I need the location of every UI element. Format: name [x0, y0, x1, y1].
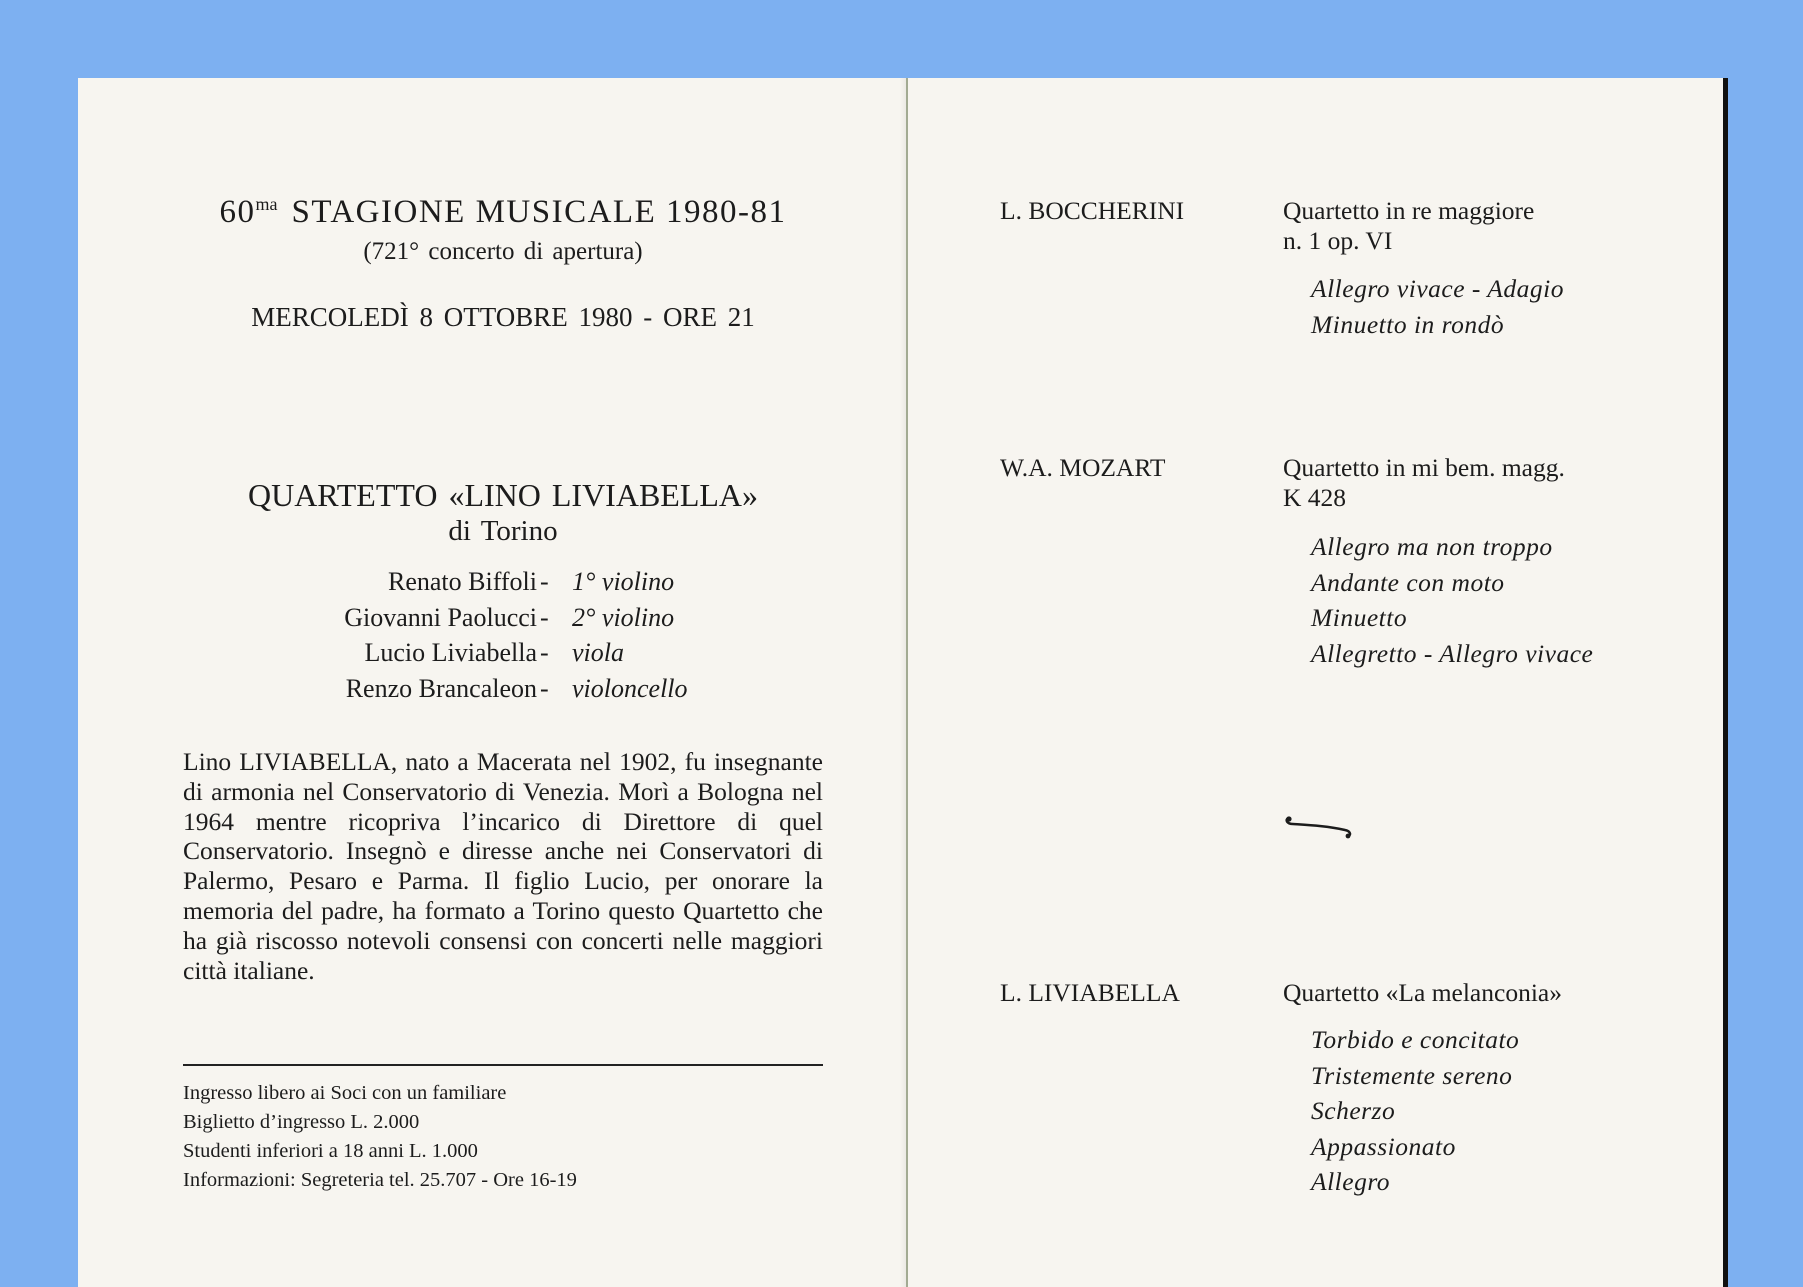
movement: Minuetto — [1311, 603, 1408, 632]
composer-name: L. BOCCHERINI — [1000, 196, 1185, 225]
movements-list — [1311, 1022, 1519, 1200]
member-separator: - — [540, 674, 549, 703]
concert-subtitle: (721° concerto di apertura) — [363, 238, 643, 265]
work-title-line: Quartetto «La melanconia» — [1283, 978, 1562, 1007]
season-title — [183, 194, 823, 231]
movement: Tristemente sereno — [1311, 1060, 1513, 1090]
member-separator: - — [540, 567, 549, 596]
composer-name: W.A. MOZART — [1000, 453, 1166, 482]
member-name: Giovanni Paolucci — [344, 603, 537, 632]
ensemble-city: di Torino — [448, 515, 558, 547]
work-title-line: Quartetto in re maggiore — [1283, 196, 1535, 225]
member-name: Renzo Brancaleon — [345, 674, 537, 703]
member-name: Renato Biffoli — [387, 567, 537, 596]
divider-rule — [183, 1064, 823, 1066]
work-title-line: n. 1 op. VI — [1283, 226, 1393, 255]
info-line: Informazioni: Segreteria tel. 25.707 - Ore 16-19 — [183, 1169, 577, 1191]
work-title-line: Quartetto in mi bem. magg. — [1283, 453, 1565, 482]
movement: Scherzo — [1311, 1096, 1396, 1125]
member-role: 1° violino — [572, 567, 675, 596]
member-separator: - — [540, 638, 549, 667]
movement: Allegro ma non troppo — [1311, 532, 1553, 561]
info-line: Studenti inferiori a 18 anni L. 1.000 — [183, 1140, 478, 1162]
work-title-line: K 428 — [1283, 483, 1347, 512]
season-title-text: STAGIONE MUSICALE 1980-81 — [291, 194, 787, 230]
biography-paragraph: Lino LIVIABELLA, nato a Macerata nel 1902, fu insegnante di armonia nel Conservatorio di Venezia. Morì a Bologna nel 1964 mentre ricopriva l’incarico di Direttore di quel Conservatorio. Insegnò e diresse anche nei Conservatori di Palermo, Pesaro e Parma. Il figlio Lucio, per onorare la memoria del padre, ha formato a Torino questo Quartetto che ha già riscosso notevoli consensi con concerti nelle maggiori città italiane. — [183, 747, 823, 985]
season-ordinal: 60 — [219, 194, 256, 230]
movement: Allegro vivace - Adagio — [1311, 274, 1564, 303]
movement: Andante con moto — [1311, 567, 1505, 597]
date-line: MERCOLEDÌ 8 OTTOBRE 1980 - ORE 21 — [251, 302, 755, 332]
member-row — [183, 674, 823, 710]
season-ordinal-suffix: ma — [255, 194, 278, 214]
ensemble-name: QUARTETTO «LINO LIVIABELLA» — [247, 477, 759, 513]
member-row — [183, 567, 823, 603]
member-role: viola — [572, 638, 624, 667]
work-title — [1283, 196, 1534, 256]
work-title — [1283, 978, 1562, 1008]
info-line: Biglietto d’ingresso L. 2.000 — [183, 1111, 420, 1133]
info-line: Ingresso libero ai Soci con un familiare — [183, 1082, 507, 1104]
member-name: Lucio Liviabella — [364, 638, 537, 667]
movement: Allegretto - Allegro vivace — [1311, 638, 1594, 668]
movement: Appassionato — [1311, 1131, 1456, 1161]
movements-list — [1311, 271, 1564, 342]
movement: Allegro — [1311, 1167, 1391, 1196]
composer-name: L. LIVIABELLA — [1000, 978, 1180, 1007]
member-role: 2° violino — [572, 603, 675, 632]
admission-info — [183, 1079, 577, 1195]
member-row — [183, 638, 823, 674]
member-separator: - — [540, 603, 549, 632]
work-title — [1283, 453, 1565, 513]
center-fold — [906, 78, 908, 1287]
movement: Minuetto in rondò — [1311, 309, 1505, 339]
member-role: violoncello — [572, 674, 688, 703]
flourish-icon — [1283, 810, 1355, 840]
member-row — [183, 603, 823, 639]
movement: Torbido e concitato — [1311, 1025, 1520, 1054]
movements-list — [1311, 529, 1593, 671]
